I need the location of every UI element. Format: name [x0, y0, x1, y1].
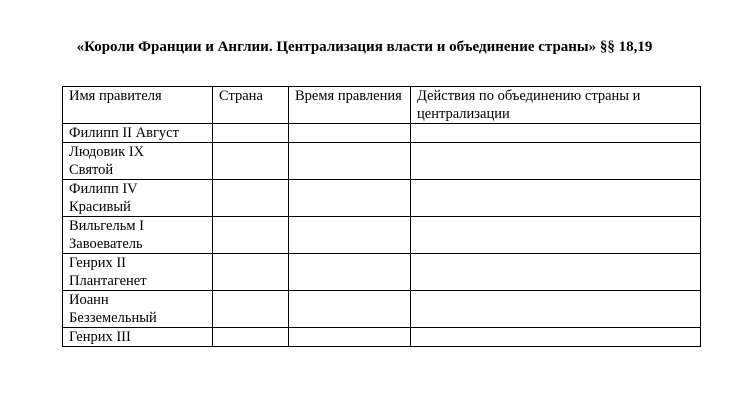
country-cell[interactable] [213, 328, 289, 347]
ruler-name-cell [63, 328, 213, 347]
header-row [63, 87, 701, 124]
ruler-name-line1: Генрих II [69, 255, 127, 271]
ruler-name-line1: Вильгельм I [69, 218, 144, 234]
actions-cell[interactable] [411, 124, 701, 143]
country-cell[interactable] [213, 143, 289, 180]
actions-cell[interactable] [411, 143, 701, 180]
table-row [63, 143, 701, 180]
ruler-name-cell [63, 254, 213, 291]
reign-cell[interactable] [289, 291, 411, 328]
ruler-name-line1: Генрих III [69, 329, 131, 345]
ruler-name-cell [63, 180, 213, 217]
header-country: Страна [213, 87, 289, 124]
actions-cell[interactable] [411, 328, 701, 347]
country-cell[interactable] [213, 217, 289, 254]
ruler-name-line2: Завоеватель [69, 236, 143, 252]
ruler-name-line2: Красивый [69, 199, 131, 215]
ruler-name-line1: Людовик IX [69, 144, 145, 160]
table-row [63, 254, 701, 291]
actions-cell[interactable] [411, 291, 701, 328]
ruler-name-line2: Безземельный [69, 310, 157, 326]
section-references: §§ 18,19 [596, 39, 653, 55]
ruler-name-line1: Иоанн [69, 292, 109, 308]
reign-cell[interactable] [289, 217, 411, 254]
table-row [63, 291, 701, 328]
actions-cell[interactable] [411, 180, 701, 217]
header-ruler-name: Имя правителя [63, 87, 213, 124]
ruler-name-cell [63, 143, 213, 180]
actions-cell[interactable] [411, 217, 701, 254]
header-unification-actions: Действия по объединению страны и централизации [411, 87, 701, 124]
ruler-name-line2: Святой [69, 162, 114, 178]
table-row [63, 217, 701, 254]
country-cell[interactable] [213, 180, 289, 217]
table-body [63, 124, 701, 347]
country-cell[interactable] [213, 291, 289, 328]
reign-cell[interactable] [289, 254, 411, 291]
ruler-name-cell [63, 291, 213, 328]
ruler-name-line2: Плантагенет [69, 273, 147, 289]
reign-cell[interactable] [289, 328, 411, 347]
country-cell[interactable] [213, 124, 289, 143]
ruler-name-cell [63, 217, 213, 254]
reign-cell[interactable] [289, 124, 411, 143]
actions-cell[interactable] [411, 254, 701, 291]
reign-cell[interactable] [289, 180, 411, 217]
table-row [63, 328, 701, 347]
table-row [63, 180, 701, 217]
ruler-name-line1: Филипп IV [69, 181, 138, 197]
table-header [63, 87, 701, 124]
table-row [63, 124, 701, 143]
header-reign-period: Время правления [289, 87, 411, 124]
ruler-name-cell [63, 124, 213, 143]
rulers-table [62, 86, 701, 347]
country-cell[interactable] [213, 254, 289, 291]
reign-cell[interactable] [289, 143, 411, 180]
page-title [0, 38, 729, 56]
page-title-text: «Короли Франции и Англии. Централизация власти и объединение страны» [76, 39, 597, 55]
ruler-name-line1: Филипп II Август [69, 125, 179, 141]
